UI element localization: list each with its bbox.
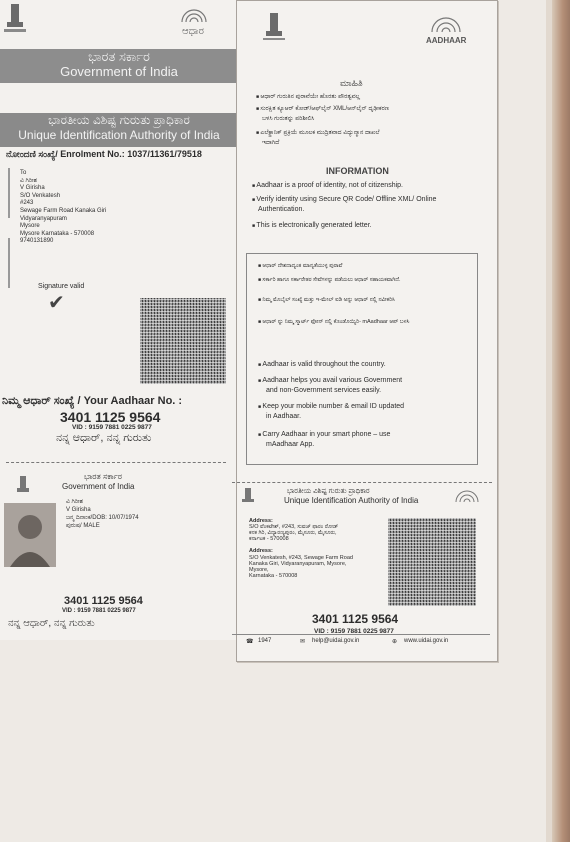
footer-email: help@uidai.gov.in xyxy=(312,638,360,644)
vid-number: VID : 9159 7881 0225 9877 xyxy=(72,424,152,431)
kannada-point: ■ ಎಲೆಕ್ಟ್ರಾನಿಕ್ ಪ್ರಕ್ರಿಯೆ ಮೂಲಕ ಮುದ್ರಿತವಾದ ವಿದ್ಯುನ್ಮಾನ ದಾಖಲೆ xyxy=(256,130,379,137)
benefit-kannada: ■ ಸರ್ಕಾರಿ ಹಾಗೂ ಸರ್ಕಾರೇತರ ಸೇವೆಗಳನ್ನು ಪಡೆಯಲು ಆಧಾರ್ ಸಹಾಯಕವಾಗಿದೆ. xyxy=(258,276,466,285)
qr-code xyxy=(388,518,476,606)
kannada-point: ಬಳಸಿ ಗುರುತನ್ನು ಪರಿಶೀಲಿಸಿ xyxy=(262,116,315,122)
address-line: #243 xyxy=(20,200,34,207)
card-gov-kannada: ಭಾರತ ಸರ್ಕಾರ xyxy=(84,472,123,481)
phone-icon: ☎ xyxy=(246,639,254,645)
kannada-point: ■ ಆಧಾರ್ ಗುರುತಿನ ಪುರಾವೆಯೇ ಹೊರತು ಪೌರತ್ವವಲ್ಲ xyxy=(256,94,360,101)
benefit-english: in Aadhaar. xyxy=(266,413,302,420)
address-line: Mysore Karnataka - 570008 xyxy=(20,230,95,237)
address-line: To xyxy=(20,170,27,176)
uid-english: Unique Identification Authority of India xyxy=(18,128,220,142)
aadhaar-logo xyxy=(420,8,480,48)
card-holder-details xyxy=(66,498,139,530)
address-line: Sewage Farm Road Kanaka Giri xyxy=(20,207,107,214)
footer-phone: 1947 xyxy=(258,638,272,644)
aadhaar-number: 3401 1125 9564 xyxy=(60,409,161,425)
english-point: ■ Verify identity using Secure QR Code/ Offline XML/ Online xyxy=(252,196,436,204)
english-point: ■ Aadhaar is a proof of identity, not of citizenship. xyxy=(252,182,403,190)
mail-icon: ✉ xyxy=(300,639,306,645)
card-uid-kannada: ಭಾರತೀಯ ವಿಶಿಷ್ಟ ಗುರುತು ಪ್ರಾಧಿಕಾರ xyxy=(287,488,370,495)
kannada-point: ■ ಸುರಕ್ಷಿತ ಕ್ಯೂಆರ್ ಕೋಡ್/ಆಫ್‌ಲೈನ್ XML/ಆನ್‌ಲೈನ್ ದೃಢೀಕರಣ xyxy=(256,106,389,113)
card-aadhaar-number: 3401 1125 9564 xyxy=(64,595,143,607)
info-heading-kannada: ಮಾಹಿತಿ xyxy=(340,78,363,88)
kannada-point: ಇದಾಗಿದೆ xyxy=(262,140,280,146)
address-label: Address: xyxy=(249,518,273,524)
info-heading-english: INFORMATION xyxy=(326,166,389,176)
address-kannada: S/O ವೆಂಕಟೇಶ್, #243, ಸುವಜ್ ಫಾರಂ ರೋಡ್ xyxy=(249,524,339,530)
dob: ಜನ್ಮ ದಿನಾಂಕ/DOB: 10/07/1974 xyxy=(66,515,139,521)
signature-valid: Signature valid xyxy=(38,283,85,290)
address-line: Mysore xyxy=(20,223,40,230)
cut-line xyxy=(232,482,492,483)
government-band xyxy=(0,49,238,83)
gender: ಪುರುಷ/ MALE xyxy=(66,523,100,529)
benefit-english: ■ Aadhaar helps you avail various Government xyxy=(258,376,466,386)
benefit-english: ■ Keep your mobile number & email ID updated xyxy=(258,402,466,412)
card-vid: VID : 9159 7881 0225 9877 xyxy=(314,628,394,635)
national-emblem-icon xyxy=(262,10,286,48)
address-english: Mysore, xyxy=(249,567,269,573)
english-point: Authentication. xyxy=(258,206,305,213)
address-label: Address: xyxy=(249,548,273,554)
address-kannada: ಕನಕ ಗಿರಿ, ವಿದ್ಯಾರಣ್ಯಪುರಂ, ಮೈಸೂರು, ಮೈಸೂರು, xyxy=(249,530,337,536)
benefit-english: ■ Aadhaar is valid throughout the country. xyxy=(258,360,466,370)
benefit-kannada: ■ ನಿಮ್ಮ ಮೊಬೈಲ್ ಸಂಖ್ಯೆ ಮತ್ತು ಇ-ಮೇಲ್ ಐಡಿ ಅನ್ನು ಆಧಾರ್ ನಲ್ಲಿ ನವೀಕರಿಸಿ xyxy=(258,296,466,305)
cut-line xyxy=(6,462,226,463)
address-english: Karnataka - 570008 xyxy=(249,573,298,579)
card-footer xyxy=(232,634,490,649)
benefit-english: mAadhaar App. xyxy=(266,441,315,448)
uid-kannada: ಭಾರತೀಯ ವಿಶಿಷ್ಟ ಗುರುತು ಪ್ರಾಧಿಕಾರ xyxy=(48,113,190,127)
address-english: Kanaka Giri, Vidyaranyapuram, Mysore, xyxy=(249,561,347,567)
holder-photo xyxy=(4,503,56,567)
benefit-english: and non-Government services easily. xyxy=(266,387,382,394)
national-emblem-icon xyxy=(2,0,28,40)
card-gov-english: Government of India xyxy=(62,482,135,491)
aadhaar-logo-text: AADHAAR xyxy=(426,36,467,45)
card-uid-english: Unique Identification Authority of India xyxy=(284,496,419,505)
address-line: V Girisha xyxy=(20,185,45,192)
aadhaar-logo-icon xyxy=(450,484,484,510)
national-emblem-icon xyxy=(14,474,32,496)
benefit-kannada: ■ ಆಧಾರ್ ದೇಶದಾದ್ಯಂತ ಮಾನ್ಯತೆಯುಳ್ಳ ಪುರಾವೆ xyxy=(258,262,466,271)
card-motto: ನನ್ನ ಆಧಾರ್, ನನ್ನ ಗುರುತು xyxy=(8,618,95,629)
your-aadhaar-label: ನಿಮ್ಮ ಆಧಾರ್ ಸಂಖ್ಯೆ / Your Aadhaar No. : xyxy=(2,395,183,407)
address-line: ವಿ ಗಿರೀಶ xyxy=(20,177,38,184)
address-line: 9740131890 xyxy=(20,238,54,245)
benefit-english: ■ Carry Aadhaar in your smart phone – use xyxy=(258,430,466,440)
aadhaar-logo xyxy=(168,0,236,40)
checkmark-icon: ✔ xyxy=(48,292,65,314)
benefit-kannada: ■ ಆಧಾರ್ ನ್ನು ನಿಮ್ಮ ಸ್ಮಾರ್ಟ್ ಫೋನ್ ನಲ್ಲಿ ಕೊಂಡೊಯ್ಯಿರಿ- mAadhaar ಆಪ್ ಬಳಸಿ xyxy=(258,318,466,327)
footer-web: www.uidai.gov.in xyxy=(404,638,449,644)
aadhaar-logo-text: ಆಧಾರ xyxy=(182,26,204,37)
web-icon: ⊕ xyxy=(392,639,398,645)
name-kannada: ವಿ ಗಿರೀಶ xyxy=(66,499,84,505)
address-english: S/O Venkatesh, #243, Sewage Farm Road xyxy=(249,555,353,561)
uidai-band xyxy=(0,113,238,147)
address-kannada: ಕರ್ನಾಟಕ - 570008 xyxy=(249,536,289,542)
gov-kannada: ಭಾರತ ಸರ್ಕಾರ xyxy=(88,49,150,64)
english-point: ■ This is electronically generated letter. xyxy=(252,222,372,230)
side-print-marks xyxy=(4,168,16,288)
address-line: S/O Venkatesh xyxy=(20,192,61,199)
enrolment-number: ನೋಂದಣಿ ಸಂಖ್ಯೆ/ Enrolment No.: 1037/11361/79518 xyxy=(6,149,202,159)
card-vid: VID : 9159 7881 0225 9877 xyxy=(62,608,136,614)
page-edge xyxy=(552,0,570,842)
motto: ನನ್ನ ಆಧಾರ್, ನನ್ನ ಗುರುತು xyxy=(56,432,152,444)
name: V Girisha xyxy=(66,507,91,513)
qr-code xyxy=(140,298,226,384)
gov-english: Government of India xyxy=(60,64,178,79)
recipient-address xyxy=(20,170,150,246)
address-line: Vidyaranyapuram xyxy=(20,215,67,222)
card-aadhaar-number: 3401 1125 9564 xyxy=(312,612,399,626)
national-emblem-icon xyxy=(240,486,256,506)
